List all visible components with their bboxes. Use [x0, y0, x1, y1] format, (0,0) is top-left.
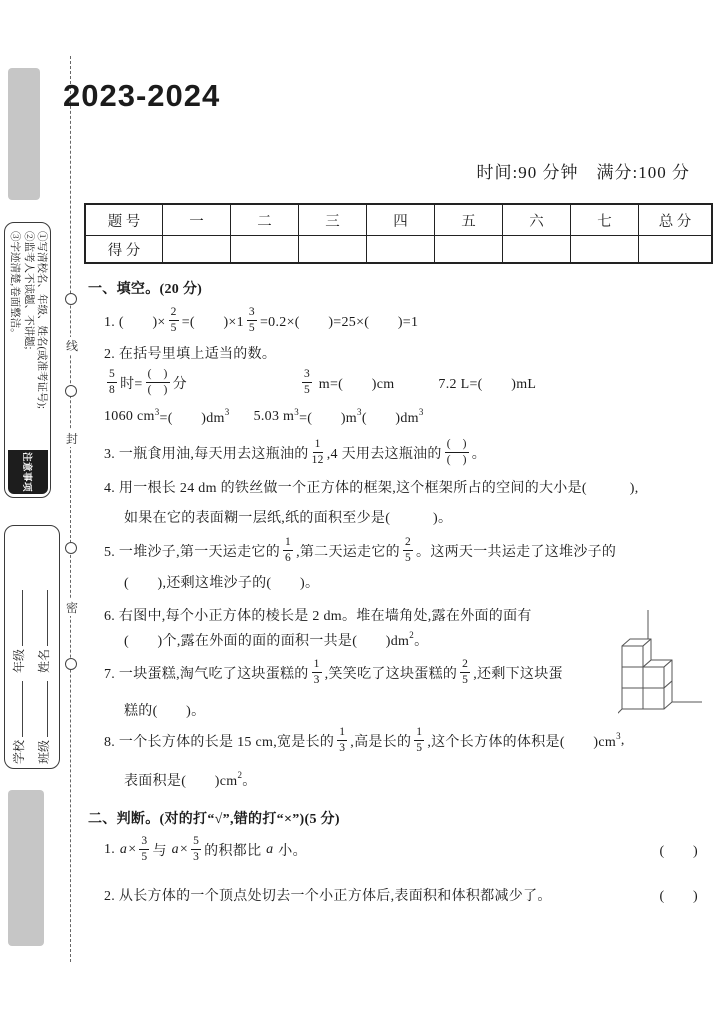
- class-blank: [35, 681, 48, 737]
- text: 。这两天一共运走了这堆沙子的: [416, 544, 617, 560]
- judge-1-answer-blank: ( ): [659, 843, 698, 859]
- question-line-5-cont: [88, 571, 698, 593]
- text: 糕的( )。: [124, 704, 206, 719]
- fraction: 3 5: [303, 368, 310, 396]
- seal-circle: [65, 385, 77, 397]
- fraction: 1 6: [285, 536, 292, 564]
- page-title: 2023-2024: [63, 78, 221, 113]
- score-table: [84, 203, 713, 264]
- section-1-heading: 一、填空。(20 分): [88, 282, 203, 297]
- question-line-8-cont: [88, 769, 698, 791]
- judge-line-1: [88, 836, 698, 863]
- text: ,4 天用去这瓶油的: [326, 446, 442, 462]
- seal-char-mi: 密: [63, 599, 81, 616]
- text: 的积都比: [204, 843, 266, 859]
- notice-label: 注意事项: [8, 450, 48, 494]
- math-var: a: [171, 841, 179, 857]
- name-label: 姓名: [37, 648, 51, 673]
- judge-line-2: [88, 884, 698, 906]
- superscript: 3: [418, 407, 424, 417]
- class-label: 班级: [37, 739, 51, 764]
- seal-circle: [65, 658, 77, 670]
- text: 5. 一堆沙子,第一天运走它的: [104, 544, 280, 560]
- text: 1. ( )×: [104, 314, 166, 330]
- text: ,笑笑吃了这块蛋糕的: [324, 666, 458, 682]
- text: 1.: [104, 841, 119, 857]
- superscript: 3: [294, 407, 300, 417]
- score-table-header-cell: 总 分: [639, 204, 713, 236]
- score-cell-empty: [571, 236, 639, 264]
- school-label: 学校: [12, 739, 26, 764]
- text: 8. 一个长方体的长是 15 cm,宽是长的: [104, 734, 335, 750]
- text: ×: [128, 841, 137, 857]
- text: m=( )cm: [315, 376, 395, 392]
- score-cell-empty: [639, 236, 713, 264]
- fraction: ( ) ( ): [147, 368, 168, 396]
- fraction: $\frac{3}{5}$: [141, 835, 148, 863]
- student-info-content: [7, 528, 57, 766]
- notice-item-2: ②监考人不读题、不讲题;: [22, 231, 34, 350]
- score-row-label: 得 分: [85, 236, 163, 264]
- text: ×: [179, 841, 189, 857]
- superscript: 3: [616, 730, 621, 741]
- fraction: 2 5: [462, 658, 469, 686]
- question-line-7: [88, 659, 698, 686]
- question-line-4-cont: [88, 506, 698, 528]
- text: 分: [172, 376, 187, 392]
- superscript: 3: [357, 407, 362, 417]
- score-table-header-cell: 四: [367, 204, 435, 236]
- text: ( )dm: [361, 411, 419, 426]
- question-line-8: [88, 727, 698, 754]
- question-line-3: [88, 439, 698, 466]
- notice-item-1: ①写清校名、年级、姓名(或准考证号);: [35, 231, 47, 409]
- name-blank: [35, 590, 48, 646]
- text: ( ),还剩这堆沙子的( )。: [124, 576, 320, 591]
- text: ( )个,露在外面的面的面积一共是( )dm: [124, 634, 410, 649]
- score-cell-empty: [163, 236, 231, 264]
- question-line-7-cont: [88, 699, 698, 721]
- notice-box-content: [7, 226, 49, 494]
- text: =( )m: [299, 411, 357, 426]
- fraction: 1 3: [313, 658, 320, 686]
- fraction: $\frac{3}{5}$: [248, 306, 255, 334]
- score-table-header-cell: 七: [571, 204, 639, 236]
- seal-circle: [65, 542, 77, 554]
- score-cell-empty: [367, 236, 435, 264]
- student-info-row: [7, 528, 32, 764]
- fraction: 1 5: [416, 726, 423, 754]
- redacted-block-top: [8, 68, 40, 200]
- student-info-box: [4, 525, 60, 769]
- superscript: 2: [237, 770, 243, 780]
- superscript: 3: [224, 407, 230, 417]
- score-table-header-cell: 一: [163, 204, 231, 236]
- math-var: a: [119, 841, 128, 857]
- section-2-heading: 二、判断。(对的打“√”,错的打“×”)(5 分): [88, 812, 340, 827]
- fraction: 5 8: [109, 368, 116, 396]
- text: ,高是长的: [350, 734, 412, 750]
- text: 7.2 L=( )mL: [438, 376, 537, 392]
- question-line-2: [88, 342, 698, 364]
- fraction: ( ) ( ): [446, 438, 467, 466]
- score-cell-empty: [435, 236, 503, 264]
- student-info-row: [32, 528, 57, 764]
- text: =( )×1: [181, 314, 244, 330]
- notice-item-3: ③字迹清楚,卷面整洁。: [8, 231, 20, 339]
- fraction: 1 3: [339, 726, 346, 754]
- text: ,第二天运走它的: [296, 544, 400, 560]
- text: 5.03 m: [253, 409, 295, 424]
- score-table-header-cell: 二: [231, 204, 299, 236]
- score-table-header-cell: 三: [299, 204, 367, 236]
- text: 。: [242, 774, 257, 789]
- score-table-header-row: [85, 204, 712, 236]
- text: 。: [471, 446, 487, 462]
- question-line-2a: [88, 369, 698, 396]
- text: =0.2×( )=25×( )=1: [259, 314, 419, 330]
- score-cell-empty: [231, 236, 299, 264]
- notice-box: [4, 222, 51, 498]
- text: 如果在它的表面糊一层纸,纸的面积至少是( )。: [124, 511, 453, 526]
- questions-area: [0, 270, 724, 906]
- text: 。: [414, 634, 429, 649]
- question-line-2b: [88, 406, 698, 428]
- seal-circle: [65, 293, 77, 305]
- spacer: [187, 382, 299, 383]
- seal-char-line: 线: [63, 337, 81, 354]
- seal-char-feng: 封: [63, 430, 81, 447]
- text: 6. 右图中,每个小正方体的棱长是 2 dm。堆在墙角处,露在外面的面有: [104, 609, 532, 624]
- fraction: $\frac{5}{3}$: [193, 835, 200, 863]
- text: 1060 cm: [104, 409, 155, 424]
- school-blank: [10, 681, 23, 737]
- fraction: $\frac{2}{5}$: [170, 306, 177, 334]
- notice-lines: [7, 226, 48, 450]
- text: 2. 在括号里填上适当的数。: [104, 347, 277, 362]
- question-line-5: [88, 537, 698, 564]
- judge-2-answer-blank: ( ): [659, 889, 698, 904]
- score-cell-empty: [503, 236, 571, 264]
- text: =( )dm: [159, 411, 225, 426]
- question-line-6: [88, 604, 698, 626]
- judge-2-text: [104, 885, 552, 905]
- superscript: 2: [409, 630, 415, 640]
- question-line-4: [88, 476, 698, 498]
- question-line-1: [88, 307, 698, 334]
- fraction: 1 12: [311, 438, 324, 466]
- spacer: [230, 417, 254, 418]
- time-score-info: 时间:90 分钟 满分:100 分: [476, 163, 690, 182]
- judge-1-text: [104, 836, 307, 863]
- grade-blank: [10, 590, 23, 646]
- text: 小。: [274, 843, 307, 859]
- score-table-header-cell: 题 号: [85, 204, 163, 236]
- score-cell-empty: [299, 236, 367, 264]
- math-var: a: [266, 841, 274, 857]
- text: ,这个长方体的体积是( )cm: [427, 734, 617, 750]
- text: 4. 用一根长 24 dm 的铁丝做一个正方体的框架,这个框架所占的空间的大小是( ),: [104, 481, 639, 496]
- grade-label: 年级: [12, 648, 26, 673]
- fraction: 2 5: [404, 536, 412, 564]
- text: 2. 从长方体的一个顶点处切去一个小正方体后,表面积和体积都减少了。: [104, 889, 552, 904]
- text: 7. 一块蛋糕,淘气吃了这块蛋糕的: [104, 666, 309, 682]
- text: ,还剩下这块蛋: [473, 666, 563, 682]
- question-line-6-cont: [88, 629, 698, 651]
- spacer: [394, 382, 438, 383]
- score-table-score-row: [85, 236, 712, 264]
- text: 与: [152, 843, 171, 859]
- text: 表面积是( )cm: [124, 774, 238, 789]
- text: 3. 一瓶食用油,每天用去这瓶油的: [104, 446, 309, 462]
- text: ,: [620, 732, 625, 748]
- score-table-header-cell: 五: [435, 204, 503, 236]
- superscript: 3: [154, 407, 160, 417]
- text: 时=: [120, 376, 143, 392]
- score-table-header-cell: 六: [503, 204, 571, 236]
